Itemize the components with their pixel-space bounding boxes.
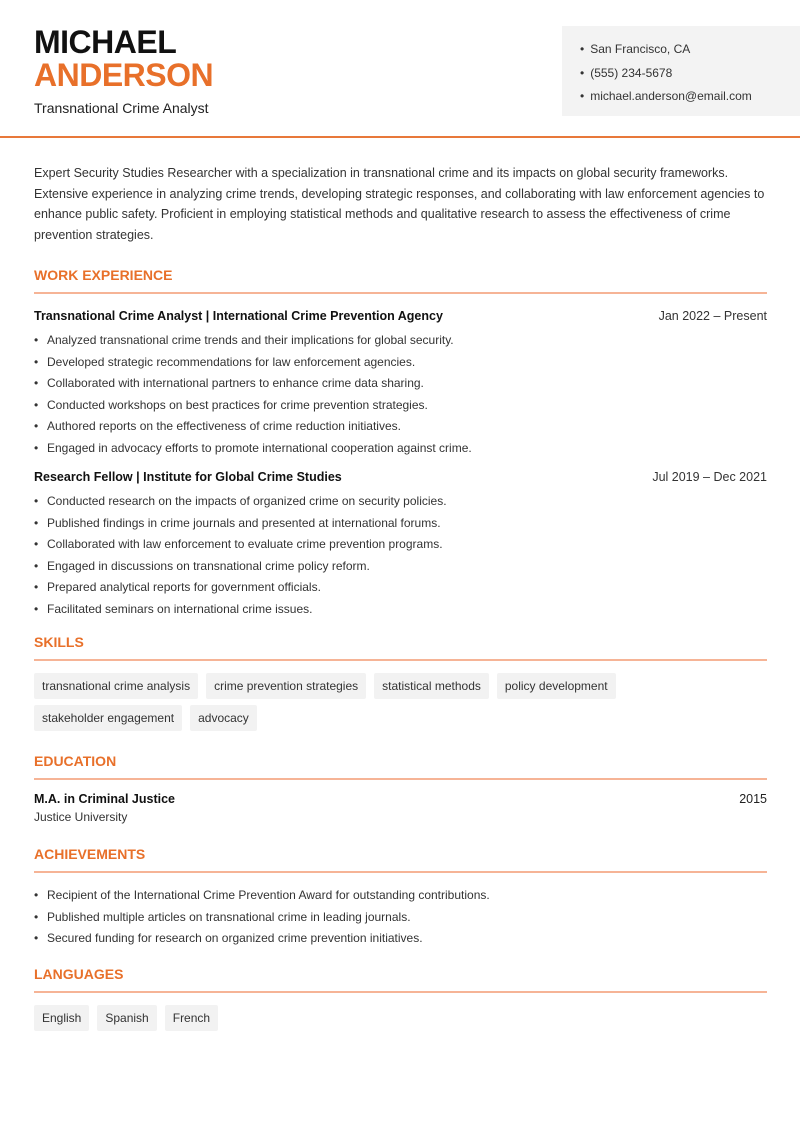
bullet-item: • Engaged in discussions on transnational crime policy reform. <box>34 556 767 578</box>
job-title-company: Transnational Crime Analyst | International Crime Prevention Agency <box>34 309 443 324</box>
job-dates: Jul 2019 – Dec 2021 <box>652 470 767 485</box>
bullet-item: • Authored reports on the effectiveness of crime reduction initiatives. <box>34 416 767 438</box>
skill-tag: transnational crime analysis <box>34 673 198 699</box>
bullet-item: • Developed strategic recommendations for law enforcement agencies. <box>34 352 767 374</box>
bullet-item: • Facilitated seminars on international crime issues. <box>34 599 767 621</box>
job-header <box>34 306 767 326</box>
achievement-item: • Recipient of the International Crime Prevention Award for outstanding contributions. <box>34 885 767 907</box>
bullet-item: • Analyzed transnational crime trends and their implications for global security. <box>34 330 767 352</box>
section-heading-skills: SKILLS <box>34 634 767 661</box>
bullet-item: • Engaged in advocacy efforts to promote international cooperation against crime. <box>34 438 767 460</box>
bullet-item: • Collaborated with international partners to enhance crime data sharing. <box>34 373 767 395</box>
education-year: 2015 <box>739 792 767 807</box>
summary: Expert Security Studies Researcher with a specialization in transnational crime and its impacts on global security frameworks. Extensive experience in analyzing crime trends, developing strategic responses, and collaborating with law enforcement agencies to enhance public safety. Proficient in employing statistical methods and qualitative research to assess the effectiveness of crime prevention strategies. <box>34 166 765 242</box>
bullet-item: • Conducted research on the impacts of organized crime on security policies. <box>34 491 767 513</box>
contact-location: • San Francisco, CA <box>580 38 800 62</box>
language-tag: Spanish <box>97 1005 156 1031</box>
job-bullets <box>34 330 767 459</box>
section-heading-achievements: ACHIEVEMENTS <box>34 846 767 873</box>
skill-tag: policy development <box>497 673 616 699</box>
skill-tag: advocacy <box>190 705 257 731</box>
resume-header <box>0 0 800 138</box>
section-heading-languages: LANGUAGES <box>34 966 767 993</box>
contact-box <box>562 26 800 116</box>
job-entry <box>34 306 767 459</box>
achievements-list <box>34 885 767 950</box>
job-header <box>34 467 767 487</box>
skills-list <box>34 673 767 731</box>
bullet-item: • Collaborated with law enforcement to evaluate crime prevention programs. <box>34 534 767 556</box>
job-bullets <box>34 491 767 620</box>
achievement-item: • Secured funding for research on organized crime prevention initiatives. <box>34 928 767 950</box>
school: Justice University <box>34 810 128 825</box>
job-title: Transnational Crime Analyst <box>34 100 209 116</box>
degree: M.A. in Criminal Justice <box>34 792 176 807</box>
bullet-item: • Published findings in crime journals and presented at international forums. <box>34 513 767 535</box>
languages-list <box>34 1005 767 1031</box>
bullet-item: • Prepared analytical reports for government officials. <box>34 577 767 599</box>
first-name: MICHAEL <box>34 24 177 60</box>
last-name: ANDERSON <box>34 57 214 93</box>
language-tag: French <box>165 1005 218 1031</box>
contact-email[interactable]: • michael.anderson@email.com <box>580 85 800 109</box>
education-entry <box>34 792 767 806</box>
bullet-item: • Conducted workshops on best practices for crime prevention strategies. <box>34 395 767 417</box>
language-tag: English <box>34 1005 89 1031</box>
job-entry <box>34 467 767 620</box>
achievement-item: • Published multiple articles on transnational crime in leading journals. <box>34 907 767 929</box>
section-heading-education: EDUCATION <box>34 753 767 780</box>
job-dates: Jan 2022 – Present <box>658 309 767 324</box>
contact-phone: • (555) 234-5678 <box>580 62 800 86</box>
job-title-company: Research Fellow | Institute for Global Crime Studies <box>34 470 342 485</box>
skill-tag: crime prevention strategies <box>206 673 366 699</box>
section-heading-work: WORK EXPERIENCE <box>34 267 767 294</box>
skill-tag: stakeholder engagement <box>34 705 182 731</box>
skill-tag: statistical methods <box>374 673 489 699</box>
